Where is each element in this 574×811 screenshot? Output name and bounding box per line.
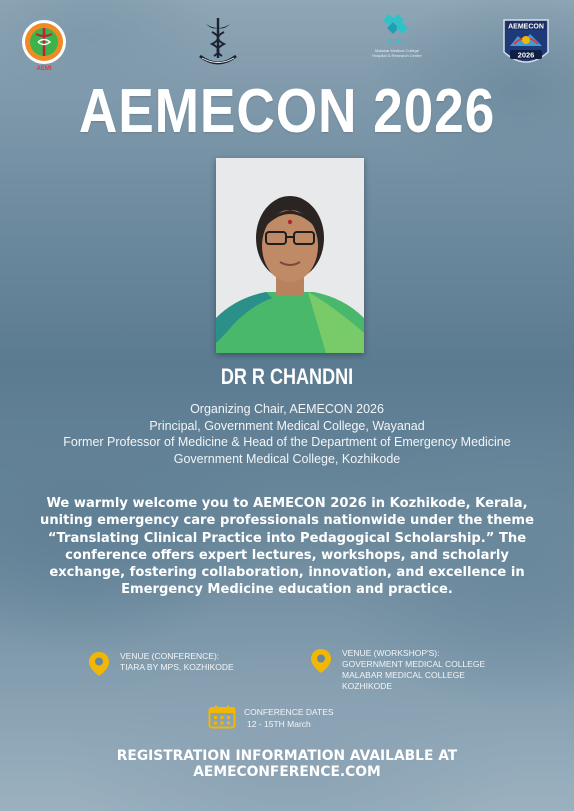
speaker-roles xyxy=(60,401,514,467)
venue-conference-line: TIARA BY MPS, KOZHIKODE xyxy=(120,662,234,672)
conference-dates-label: CONFERENCE DATES xyxy=(244,707,334,717)
speaker-name: DR R CHANDNI xyxy=(220,364,354,389)
speaker-role-line: Former Professor of Medicine & Head of the Department of Emergency Medicine xyxy=(63,435,511,449)
svg-text:AEMECON: AEMECON xyxy=(508,23,544,31)
svg-text:AEMI: AEMI xyxy=(36,66,52,72)
aemi-logo-icon xyxy=(14,14,74,74)
speaker-photo xyxy=(216,158,364,353)
speaker-role-line: Organizing Chair, AEMECON 2026 xyxy=(190,402,384,416)
svg-text:2026: 2026 xyxy=(517,50,535,60)
venue-workshops-label: VENUE (WORKSHOP'S): xyxy=(342,648,440,658)
venue-workshops-line: MALABAR MEDICAL COLLEGE xyxy=(342,670,465,680)
location-pin-icon xyxy=(310,648,332,674)
mmc-caption-line: Hospital & Research Centre xyxy=(372,53,422,58)
page-title: AEMECON 2026 xyxy=(78,77,496,146)
venue-workshops-line: GOVERNMENT MEDICAL COLLEGE xyxy=(342,659,486,669)
speaker-portrait-icon xyxy=(216,158,364,353)
venue-conference-label: VENUE (CONFERENCE): xyxy=(120,651,220,661)
aemecon-2026-badge-icon xyxy=(496,12,556,72)
registration-url[interactable]: AEMECONFERENCE.COM xyxy=(193,764,381,780)
venue-workshops-line: KOZHIKODE xyxy=(342,681,393,691)
conference-dates-value: 12 - 15TH March xyxy=(247,719,311,729)
calendar-icon xyxy=(208,705,236,729)
welcome-paragraph: We warmly welcome you to AEMECON 2026 in Kozhikode, Kerala, uniting emergency care professionals nationwide under the theme “Translating Clinical Practice into Pedagogical Scholarship.” The conference offers expert lectures, workshops, and scholarly exchange, fostering collaboration, innovation, and excellence in Emergency Medicine education and practice. xyxy=(40,496,534,598)
svg-text:mmc: mmc xyxy=(387,36,407,46)
speaker-role-line: Government Medical College, Kozhikode xyxy=(173,451,401,466)
registration-line: REGISTRATION INFORMATION AVAILABLE AT xyxy=(116,748,458,764)
caduceus-crest-icon xyxy=(188,12,248,72)
mmc-caption-line: Malabar Medical College xyxy=(374,48,420,53)
mmc-logo-icon xyxy=(352,10,442,70)
registration-info xyxy=(40,748,534,780)
speaker-role-line: Principal, Government Medical College, Wayanad xyxy=(149,418,425,433)
location-pin-icon xyxy=(88,651,110,677)
